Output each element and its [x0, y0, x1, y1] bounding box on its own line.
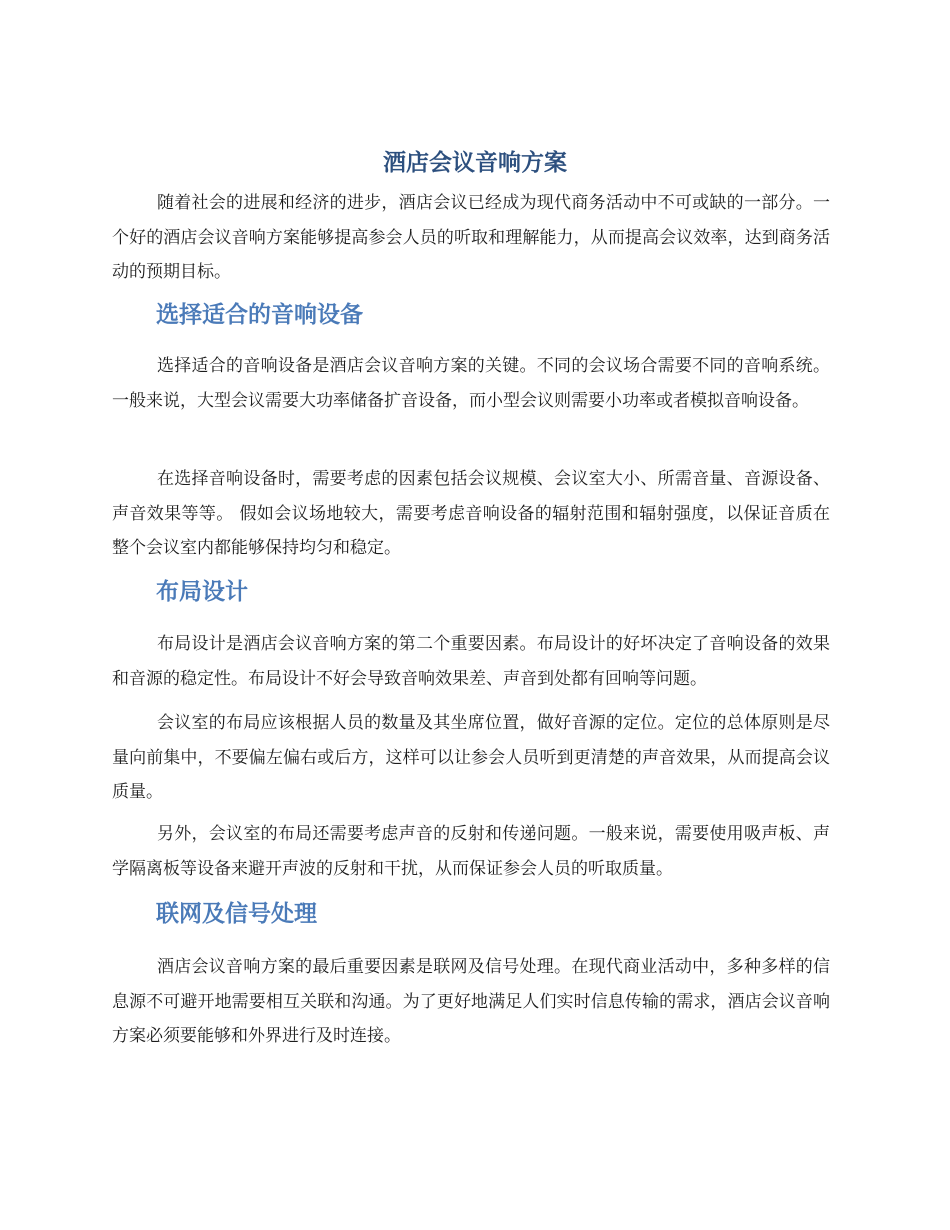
document-title: 酒店会议音响方案: [383, 150, 567, 176]
section-heading-network: 联网及信号处理: [156, 901, 317, 927]
equipment-paragraph-1: 选择适合的音响设备是酒店会议音响方案的关键。不同的会议场合需要不同的音响系统。一般来说，大型会议需要大功率储备扩音设备，而小型会议则需要小功率或者模拟音响设备。: [112, 356, 830, 411]
layout-paragraph-3: 另外，会议室的布局还需要考虑声音的反射和传递问题。一般来说，需要使用吸声板、声学隔离板等设备来避开声波的反射和干扰，从而保证参会人员的听取质量。: [112, 824, 830, 879]
network-paragraph-1: 酒店会议音响方案的最后重要因素是联网及信号处理。在现代商业活动中，多种多样的信息源不可避开地需要相互关联和沟通。为了更好地满足人们实时信息传输的需求，酒店会议音响方案必须要能够和外界进行及时连接。: [112, 957, 830, 1046]
intro-paragraph: 随着社会的进展和经济的进步，酒店会议已经成为现代商务活动中不可或缺的一部分。一个好的酒店会议音响方案能够提高参会人员的听取和理解能力，从而提高会议效率，达到商务活动的预期目标。: [112, 193, 830, 282]
layout-paragraph-2: 会议室的布局应该根据人员的数量及其坐席位置，做好音源的定位。定位的总体原则是尽量向前集中，不要偏左偏右或后方，这样可以让参会人员听到更清楚的声音效果，从而提高会议质量。: [112, 713, 830, 802]
section-heading-layout: 布局设计: [156, 579, 248, 605]
section-heading-equipment: 选择适合的音响设备: [156, 302, 363, 328]
equipment-paragraph-2: 在选择音响设备时，需要考虑的因素包括会议规模、会议室大小、所需音量、音源设备、声音效果等等。 假如会议场地较大，需要考虑音响设备的辐射范围和辐射强度，以保证音质在整个会议室内都能够保持均匀和稳定。: [112, 469, 830, 558]
layout-paragraph-1: 布局设计是酒店会议音响方案的第二个重要因素。布局设计的好坏决定了音响设备的效果和音源的稳定性。布局设计不好会导致音响效果差、声音到处都有回响等问题。: [112, 634, 830, 689]
